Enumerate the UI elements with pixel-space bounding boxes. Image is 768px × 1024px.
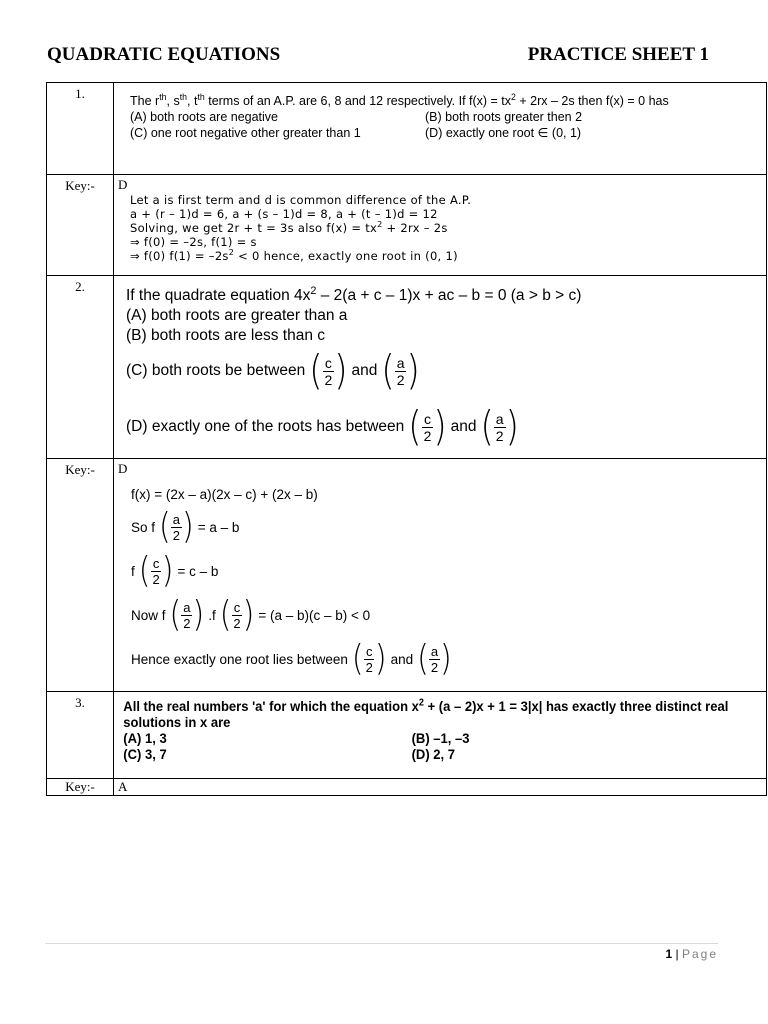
key-label: Key:-	[47, 779, 114, 796]
question-1	[114, 83, 766, 149]
solution-line: a + (r – 1)d = 6, a + (s – 1)d = 8, a + (t – 1)d = 12	[130, 207, 438, 221]
option-d	[126, 402, 760, 452]
key-row-2	[47, 459, 767, 692]
solution-text: Now f	[131, 607, 166, 623]
option-d-text: (D) exactly one of the roots has between	[126, 418, 405, 435]
option-d: (D) 2, 7	[411, 746, 456, 762]
option-c	[126, 346, 760, 396]
question-3	[114, 692, 761, 768]
solution-text: Hence exactly one root lies between	[131, 651, 348, 667]
question-row-2	[47, 276, 767, 459]
option-a: (A) both roots are greater than a	[126, 307, 348, 324]
fraction-numerator: a	[172, 511, 180, 527]
solution-line	[131, 505, 760, 549]
solution-text: = a – b	[197, 519, 240, 535]
fraction-numerator: a	[183, 599, 191, 615]
key-cell	[114, 779, 767, 796]
key-cell	[114, 175, 767, 276]
key-label: Key:-	[47, 459, 114, 692]
solution-line: ⇒ f(0) $f(1) = -2s^2 < 0$ hence, exactly one root in (0, 1)	[130, 248, 458, 263]
answer-letter: A	[118, 779, 128, 794]
fraction-numerator: c	[423, 410, 431, 427]
fraction-numerator: a	[495, 410, 504, 427]
fraction-a-over-2: ( $\frac{a}{2}$ )	[159, 505, 194, 548]
option-b: (B) both roots are less than c	[126, 327, 326, 344]
solution-1	[114, 193, 766, 269]
fraction-denominator: 2	[365, 659, 373, 675]
solution-line: Let a is first term and d is common difference of the A.P.	[130, 193, 472, 207]
fraction-a-over-2: ( $\frac{a}{2}$ )	[480, 403, 519, 451]
solution-text: .f	[208, 607, 216, 623]
page-footer	[665, 947, 718, 961]
solution-line: f(x) = (2x – a)(2x – c) + (2x – b)	[131, 486, 318, 502]
fraction-numerator: c	[324, 354, 332, 371]
question-text: The $r^{th}$, $s^{th}$, $t^{th}$ terms of an A.P. are 6, 8 and 12 respectively. If $f(x) = tx^2 + 2rx - 2s$ then f(x) = 0 has	[130, 91, 669, 108]
sheet-subtitle: PRACTICE SHEET 1	[527, 44, 709, 65]
fraction-denominator: 2	[233, 615, 241, 631]
fraction-a-over-2: ( $\frac{a}{2}$ )	[169, 593, 205, 636]
question-text: All the real numbers 'a' for which the equation $x^2 + (a - 2)x + 1 = 3|x|$ has exactly three distinct real solutions in x are	[123, 697, 729, 730]
options	[123, 730, 755, 762]
solution-line: Solving, we get 2r + t = 3s also $f(x) = tx^2 + 2rx - 2s$	[130, 220, 448, 235]
page-header	[47, 44, 717, 72]
key-row-3	[47, 779, 767, 796]
fraction-numerator: a	[396, 354, 405, 371]
solution-text: = (a – b)(c – b) < 0	[258, 607, 371, 623]
question-number: 3.	[47, 692, 114, 779]
and-word: and	[390, 651, 414, 667]
key-cell	[114, 459, 767, 692]
fraction-denominator: 2	[324, 371, 333, 388]
page-number: 1	[665, 947, 673, 961]
solution-text: f	[131, 563, 135, 579]
solution-line: ⇒ f(0) = –2s, f(1) = s	[130, 235, 257, 249]
option-c: (C) 3, 7	[123, 746, 167, 762]
fraction-denominator: 2	[495, 427, 504, 444]
fraction-numerator: a	[430, 643, 439, 659]
option-c: (C) one root negative other greater than 1	[130, 126, 361, 140]
solution-line	[131, 549, 760, 593]
options	[130, 109, 758, 141]
and-word: and	[351, 362, 378, 379]
page-separator: |	[675, 947, 679, 961]
key-row-1	[47, 175, 767, 276]
solution-line	[131, 593, 760, 637]
and-word: and	[450, 418, 477, 435]
question-cell	[114, 692, 767, 779]
fraction-numerator: c	[152, 555, 160, 571]
fraction-c-over-2: ( $\frac{c}{2}$ )	[309, 347, 348, 395]
solution-line	[131, 637, 760, 681]
fraction-denominator: 2	[396, 371, 405, 388]
fraction-denominator: 2	[152, 571, 160, 587]
fraction-numerator: c	[365, 643, 373, 659]
fraction-denominator: 2	[172, 527, 180, 543]
sheet-title: QUADRATIC EQUATIONS	[47, 44, 281, 65]
answer-letter: D	[118, 461, 128, 476]
question-cell	[114, 276, 767, 459]
solution-text: = c – b	[177, 563, 219, 579]
question-text: If the quadrate equation $4x^2 - 2(a + c - 1)x$ + ac – b = 0 (a > b > c)	[126, 284, 582, 304]
question-number: 2.	[47, 276, 114, 459]
answer-letter: D	[118, 177, 128, 192]
option-b: (B) both roots greater then 2	[425, 110, 583, 124]
question-cell	[114, 83, 767, 175]
question-number: 1.	[47, 83, 114, 175]
footer-rule	[45, 943, 718, 944]
option-d: (D) exactly one root ∈ (0, 1)	[425, 126, 582, 140]
option-a: (A) 1, 3	[123, 730, 167, 746]
fraction-c-over-2: ( $\frac{c}{2}$ )	[219, 593, 255, 636]
fraction-denominator: 2	[423, 427, 432, 444]
fraction-c-over-2: ( $\frac{c}{2}$ )	[351, 637, 387, 680]
option-b: (B) –1, –3	[411, 730, 470, 746]
fraction-c-over-2: ( $\frac{c}{2}$ )	[138, 549, 174, 592]
fraction-c-over-2: ( $\frac{c}{2}$ )	[408, 403, 447, 451]
fraction-a-over-2: ( $\frac{a}{2}$ )	[417, 637, 452, 680]
option-c-text: (C) both roots be between	[126, 362, 306, 379]
question-table	[46, 82, 767, 796]
question-2	[114, 276, 766, 458]
question-row-3	[47, 692, 767, 779]
fraction-numerator: c	[233, 599, 241, 615]
page-word: Page	[681, 947, 718, 961]
fraction-denominator: 2	[183, 615, 191, 631]
fraction-denominator: 2	[430, 659, 439, 675]
solution-2	[114, 477, 766, 691]
fraction-a-over-2: ( $\frac{a}{2}$ )	[381, 347, 420, 395]
solution-text: So f	[131, 519, 156, 535]
key-label: Key:-	[47, 175, 114, 276]
option-a: (A) both roots are negative	[130, 110, 278, 124]
question-row-1	[47, 83, 767, 175]
